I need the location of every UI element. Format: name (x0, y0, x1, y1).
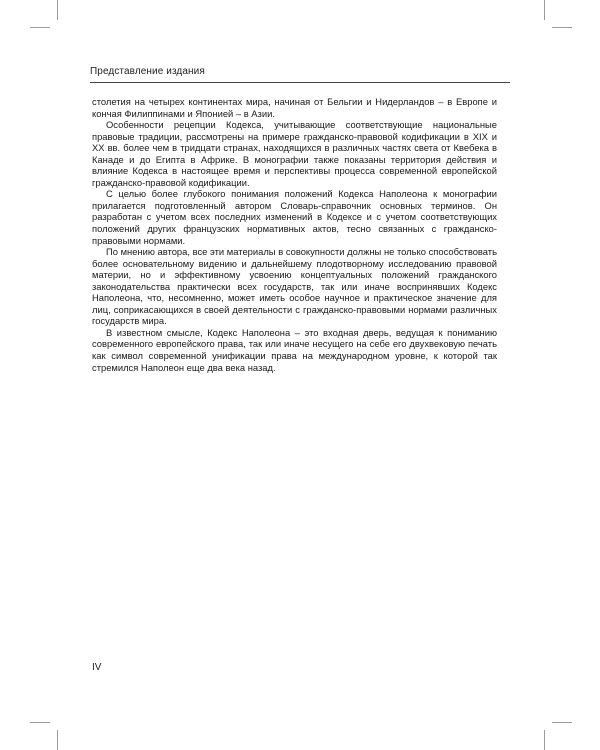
crop-mark-bottom-right-vertical (544, 730, 545, 750)
paragraph: Особенности рецепции Кодекса, учитывающие соответствующие национальные правовые традиции, рассмотрены на примере гражданско-правовой кодификации в XIX и XX вв. более чем в тридцати странах, находящихся в различных частях света от Квебека в Канаде и до Египта в Африке. В монографии также показаны территория действия и влияние Кодекса в настоящее время и перспективы процесса современной европейской гражданско-правовой кодификации. (92, 119, 497, 188)
crop-mark-top-right-horizontal (552, 27, 572, 28)
running-head: Представление издания (90, 66, 205, 77)
header-rule (90, 82, 510, 83)
paragraph: столетия на четырех континентах мира, начиная от Бельгии и Нидерландов – в Европе и кончая Филиппинами и Японией – в Азии. (92, 96, 497, 119)
crop-mark-top-left-horizontal (30, 27, 50, 28)
paragraph: С целью более глубокого понимания положений Кодекса Наполеона к монографии прилагается подготовленный автором Словарь-справочник основных терминов. Он разработан с учетом всех последних изменений в Кодексе и с учетом соответствующих положений других французских нормативных актов, тесно связанных с гражданско-правовыми нормами. (92, 188, 497, 246)
crop-mark-bottom-left-vertical (57, 730, 58, 750)
paragraph: В известном смысле, Кодекс Наполеона – это входная дверь, ведущая к пониманию современного европейского права, так или иначе несущего на себе его двухвековую печать как символ современной унификации права на международном уровне, к которой так стремился Наполеон еще два века назад. (92, 326, 497, 373)
paragraph: По мнению автора, все эти материалы в совокупности должны не только способствовать более основательному видению и дальнейшему плодотворному исследованию правовой материи, но и эффективному усвоению концептуальных положений гражданского законодательства практически всех государств, так или иначе воспринявших Кодекс Наполеона, что, несомненно, может иметь особое научное и практическое значение для лиц, соприкасающихся в своей деятельности с гражданско-правовыми нормами различных государств мира. (92, 246, 497, 327)
crop-mark-bottom-right-horizontal (552, 722, 572, 723)
crop-mark-top-left-vertical (57, 0, 58, 20)
crop-mark-top-right-vertical (544, 0, 545, 20)
crop-mark-bottom-left-horizontal (30, 722, 50, 723)
page-number: IV (92, 662, 102, 673)
body-text (92, 96, 497, 373)
